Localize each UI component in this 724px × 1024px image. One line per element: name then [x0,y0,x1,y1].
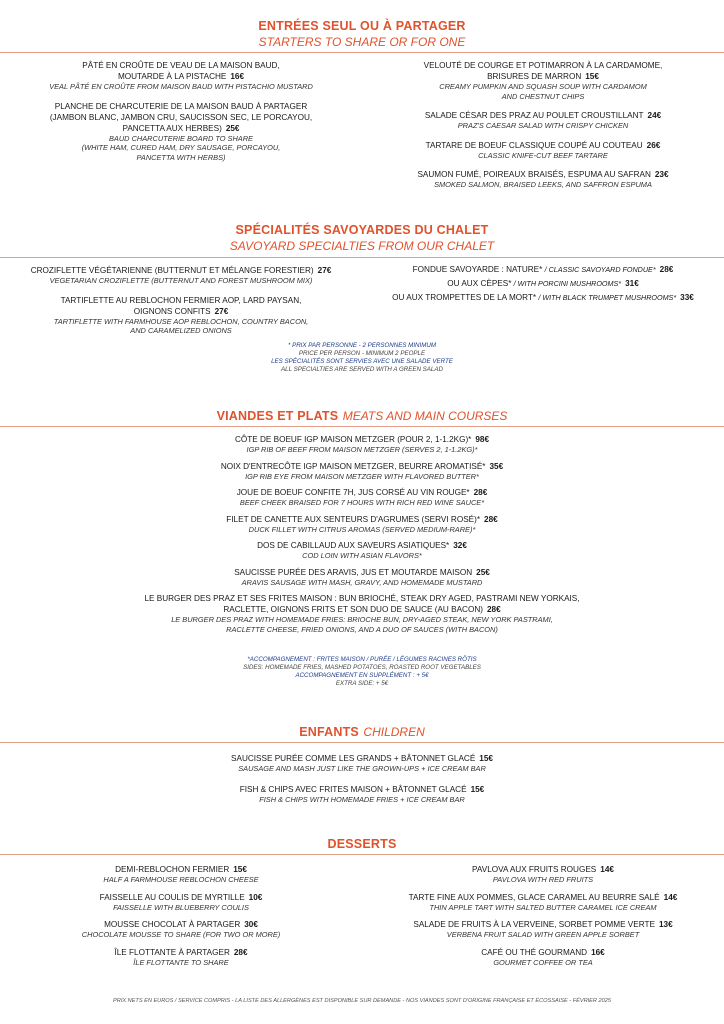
menu-item: MOUSSE CHOCOLAT À PARTAGER 30€ CHOCOLATE MOUSSE TO SHARE (FOR TWO OR MORE) [81,920,281,939]
menu-item: SAUCISSE PURÉE COMME LES GRANDS + BÂTONNET GLACÉ 15€ SAUSAGE AND MASH JUST LIKE THE GROWN-UPS + ICE CREAM BAR [231,754,493,773]
menu-item: SALADE DE FRUITS À LA VERVEINE, SORBET POMME VERTE 13€ VERBENA FRUIT SALAD WITH GREEN APPLE SORBET [413,920,673,939]
children-divider [0,742,724,743]
starters-divider [0,52,724,53]
menu-item: CROZIFLETTE VÉGÉTARIENNE (BUTTERNUT ET MÉLANGE FORESTIER) 27€ VEGETARIAN CROZIFLETTE (BUTTERNUT AND FOREST MUSHROOM MIX) [30,266,332,285]
menu-item: OU AUX CÈPES* / WITH PORCINI MUSHROOMS* 31€ [447,279,639,288]
menu-item: SAUCISSE PURÉE DES ARAVIS, JUS ET MOUTARDE MAISON 25€ ARAVIS SAUSAGE WITH MASH, GRAVY, AND HOMEMADE MUSTARD [234,567,490,587]
children-title: ENFANTS CHILDREN [299,725,425,739]
children-list [0,753,724,813]
menu-item: SAUMON FUMÉ, POIREAUX BRAISÉS, ESPUMA AU SAFRAN 23€ SMOKED SALMON, BRAISED LEEKS, AND SAFFRON ESPUMA [417,170,669,189]
savoyard-notes: * PRIX PAR PERSONNE - 2 PERSONNES MINIMUM PRICE PER PERSON - MINIMUM 2 PEOPLE LES SPÉCIALITÉS SONT SERVIES AVEC UNE SALADE VERTE ALL SPECIALTIES ARE SERVED WITH A GREEN SALAD [271,342,453,373]
starters-subtitle: STARTERS TO SHARE OR FOR ONE [258,35,466,49]
footer-note: PRIX NETS EN EUROS / SERVICE COMPRIS - LA LISTE DES ALLERGÈNES EST DISPONIBLE SUR DEMANDE - NOS VIANDES SONT D'ORIGINE FRANÇAISE ET ÉCOSSAISE - FÉVRIER 2025 [113,998,611,1004]
menu-item: TARTIFLETTE AU REBLOCHON FERMIER AOP, LARD PAYSAN, OIGNONS CONFITS 27€ TARTIFLETTE WITH FARMHOUSE AOP REBLOCHON, COUNTRY BACON, AND CARAMELIZED ONIONS [53,295,309,335]
desserts-right-column [362,864,724,976]
menu-item: DOS DE CABILLAUD AUX SAVEURS ASIATIQUES* 32€ COD LOIN WITH ASIAN FLAVORS* [257,541,467,560]
starters-title: ENTRÉES SEUL OU À PARTAGER [258,19,466,33]
menu-item: FILET DE CANETTE AUX SENTEURS D'AGRUMES (SERVI ROSÉ)* 28€ DUCK FILLET WITH CITRUS AROMAS (SERVED MEDIUM-RARE)* [226,514,498,534]
desserts-divider [0,854,724,855]
savoyard-divider [0,257,724,258]
desserts-left-column [0,864,362,976]
mains-divider [0,426,724,427]
menu-item: TARTARE DE BOEUF CLASSIQUE COUPÉ AU COUTEAU 26€ CLASSIC KNIFE-CUT BEEF TARTARE [425,140,661,160]
menu-item: FONDUE SAVOYARDE : NATURE* / CLASSIC SAVOYARD FONDUE* 28€ [412,265,674,274]
savoyard-subtitle: SAVOYARD SPECIALTIES FROM OUR CHALET [229,239,495,253]
mains-list [0,434,724,643]
menu-item: NOIX D'ENTRECÔTE IGP MAISON METZGER, BEURRE AROMATISÉ* 35€ IGP RIB EYE FROM MAISON METZGER WITH FLAVORED BUTTER* [220,461,504,481]
menu-item: OU AUX TROMPETTES DE LA MORT* / WITH BLACK TRUMPET MUSHROOMS* 33€ [392,293,694,302]
starters-left-column [0,60,362,171]
mains-title: VIANDES ET PLATS MEATS AND MAIN COURSES [216,409,508,423]
menu-item: DEMI-REBLOCHON FERMIER 15€ HALF A FARMHOUSE REBLOCHON CHEESE [103,865,259,884]
savoyard-left-column [0,265,362,345]
mains-notes: *ACCOMPAGNEMENT : FRITES MAISON / PURÉE / LÉGUMES RACINES RÔTIS SIDES: HOMEMADE FRIES, MASHED POTATOES, ROASTED ROOT VEGETABLES ACCOMPAGNEMENT EN SUPPLÉMENT : + 5€ EXTRA SIDE: + 5€ [243,656,481,687]
menu-item: CÔTE DE BOEUF IGP MAISON METZGER (POUR 2, 1-1.2KG)* 98€ IGP RIB OF BEEF FROM MAISON METZGER (SERVES 2, 1-1.2KG)* [234,435,490,454]
menu-item: FISH & CHIPS AVEC FRITES MAISON + BÂTONNET GLACÉ 15€ FISH & CHIPS WITH HOMEMADE FRIES + ICE CREAM BAR [239,784,485,804]
menu-item: TARTE FINE AUX POMMES, GLACE CARAMEL AU BEURRE SALÉ 14€ THIN APPLE TART WITH SALTED BUTTER CARAMEL ICE CREAM [408,892,678,912]
starters-right-column [362,60,724,199]
desserts-title: DESSERTS [327,837,397,851]
menu-item: SALADE CÉSAR DES PRAZ AU POULET CROUSTILLANT 24€ PRAZ'S CAESAR SALAD WITH CRISPY CHICKEN [424,111,662,130]
savoyard-right-column [362,264,724,312]
menu-item: LE BURGER DES PRAZ ET SES FRITES MAISON : BUN BRIOCHÉ, STEAK DRY AGED, PASTRAMI NEW YORKAIS, RACLETTE, OIGNONS FRITS ET SON DUO DE SAUCE (AU BACON) 28€ LE BURGER DES PRAZ WITH HOMEMADE FRIES: BRIOCHE BUN, DRY-AGED STEAK, NEW YORK PASTRAMI, RACLETTE CHEESE, FRIED ONIONS, AND A DUO OF SAUCES (WITH BACON) [144,594,580,634]
savoyard-title: SPÉCIALITÉS SAVOYARDES DU CHALET [235,223,489,237]
menu-item: PLANCHE DE CHARCUTERIE DE LA MAISON BAUD À PARTAGER (JAMBON BLANC, JAMBON CRU, SAUCISSON SEC, LE PORCAYOU, PANCETTA AUX HERBES) 25€ BAUD CHARCUTERIE BOARD TO SHARE (WHITE HAM, CURED HAM, DRY SAUSAGE, PORCAYOU, PANCETTA WITH HERBS) [49,101,313,162]
menu-item: FAISSELLE AU COULIS DE MYRTILLE 10€ FAISSELLE WITH BLUEBERRY COULIS [99,892,263,912]
menu-item: JOUE DE BOEUF CONFITE 7H, JUS CORSÉ AU VIN ROUGE* 28€ BEEF CHEEK BRAISED FOR 7 HOURS WITH RICH RED WINE SAUCE* [236,488,488,507]
menu-item: PAVLOVA AUX FRUITS ROUGES 14€ PAVLOVA WITH RED FRUITS [472,865,614,884]
menu-item: PÂTÉ EN CROÛTE DE VEAU DE LA MAISON BAUD, MOUTARDE À LA PISTACHE 16€ VEAL PÂTÉ EN CROÛTE FROM MAISON BAUD WITH PISTACHIO MUSTARD [49,61,313,91]
menu-item: CAFÉ OU THÉ GOURMAND 16€ GOURMET COFFEE OR TEA [481,947,605,967]
menu-item: VELOUTÉ DE COURGE ET POTIMARRON À LA CARDAMOME, BRISURES DE MARRON 15€ CREAMY PUMPKIN AND SQUASH SOUP WITH CARDAMOM AND CHESTNUT CHIPS [423,61,663,101]
menu-item: ÎLE FLOTTANTE À PARTAGER 28€ ÎLE FLOTTANTE TO SHARE [114,947,248,967]
